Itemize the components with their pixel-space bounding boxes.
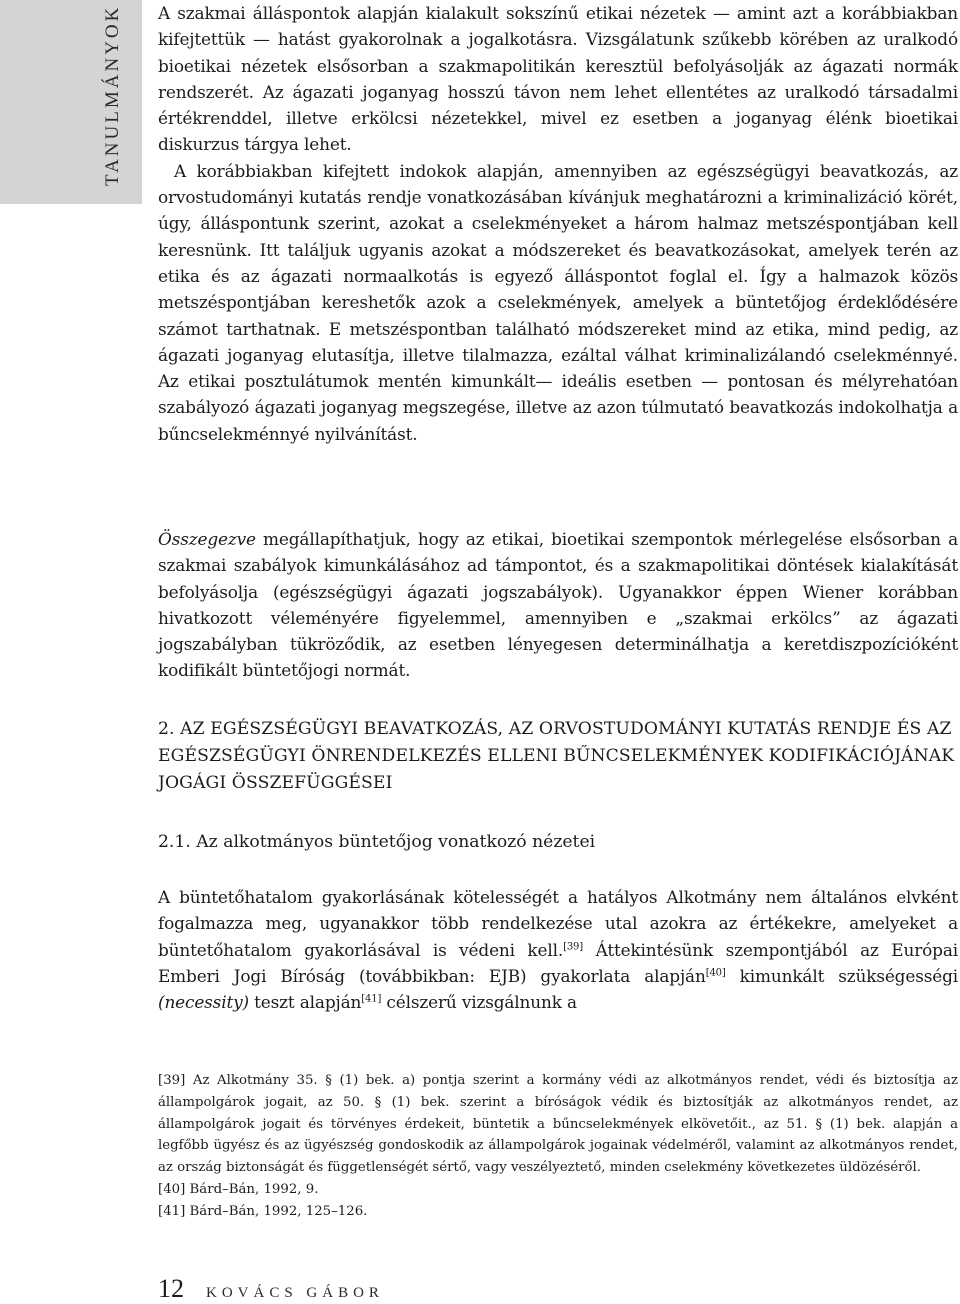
paragraph-1: A szakmai álláspontok alapján kialakult sokszínű etikai nézetek — amint azt a korábbiakban kifejtettük — hatást gyakorolnak a jogalkotásra. Vizsgálatunk szűkebb körében az uralkodó bioetikai nézetek elsősorban a szakmapolitikán keresztül befolyásolják az ágazati normák rendszerét. Az ágazati joganyag hosszú távon nem lehet ellentétes az uralkodó társadalmi értékrenddel, illetve erkölcsi nézetekkel, mivel ez esetben a joganyag élénk bioetikai diskurzus tárgya lehet. bbox=[158, 3, 958, 155]
footnotes bbox=[158, 1070, 958, 1223]
paragraph-3-text-4: teszt alapján bbox=[248, 992, 362, 1013]
section-tab-label: TANULMÁNYOK bbox=[102, 4, 123, 186]
page-number: 12 bbox=[158, 1274, 184, 1303]
paragraph-3-italic: (necessity) bbox=[158, 992, 249, 1013]
subsection-heading: 2.1. Az alkotmányos büntetőjog vonatkozó nézetei bbox=[158, 832, 596, 852]
summary-paragraph bbox=[158, 526, 958, 684]
footnote-39: [39] Az Alkotmány 35. § (1) bek. a) pontja szerint a kormány védi az alkotmányos rendet, védi és biztosítja az állampolgárok jogait, az 50. § (1) bek. szerint a bíróságok védik és biztosítják az alkotmányos rendet, az állampolgárok jogait és törvényes érdekeit, büntetik a bűncselekmények elkövetőit., az 51. § (1) bek. alapján a legfőbb ügyész és az ügyészség gondoskodik az állampolgárok jogainak védelméről, valamint az alkotmányos rendet, az ország biztonságát és függetlenségét sértő, vagy veszélyeztető, minden cselekmény következetes üldözéséről. bbox=[158, 1073, 958, 1176]
summary-lead: Összegezve bbox=[158, 529, 256, 549]
footnote-ref-39[interactable]: [39] bbox=[563, 940, 584, 952]
footnote-ref-41[interactable]: [41] bbox=[361, 993, 382, 1005]
author-name: KOVÁCS GÁBOR bbox=[206, 1285, 384, 1301]
paragraph-3-text-5: célszerű vizsgálnunk a bbox=[381, 992, 577, 1013]
main-text-block bbox=[158, 0, 958, 447]
footnote-40: [40] Bárd–Bán, 1992, 9. bbox=[158, 1181, 319, 1197]
footnote-41: [41] Bárd–Bán, 1992, 125–126. bbox=[158, 1203, 368, 1219]
page-footer bbox=[158, 1274, 384, 1304]
paragraph-3-text-2: Áttekintésünk szempontjából az Európai Emberi Jogi Bíróság (továbbikban: EJB) gyakorlata alapján bbox=[158, 939, 958, 986]
summary-text: megállapíthatjuk, hogy az etikai, bioetikai szempontok mérlegelése elsősorban a szakmai szabályok kimunkálásához ad támpontot, és a szakmapolitikai döntések kialakítását befolyásolja (egészségügyi ágazati jogszabályok). Ugyanakkor éppen Wiener korábban hivatkozott véleményére figyelemmel, amennyiben e „szakmai erkölcs” az ágazati jogszabályban tükröződik, az esetben lényegesen determinálhatja a keretdiszpozícióként kodifikált büntetőjogi normát. bbox=[158, 529, 958, 681]
paragraph-2: A korábbiakban kifejtett indokok alapján, amennyiben az egészségügyi beavatkozás, az orvostudományi kutatás rendje vonatkozásában kívánjuk meghatározni a kriminalizáció körét, úgy, álláspontunk szerint, azokat a cselekményeket a három halmaz metszéspontjában kell keresnünk. Itt találjuk ugyanis azokat a módszereket és beavatkozásokat, amelyek terén az etika és az ágazati normaalkotás is egyező álláspontot foglal el. Így a halmazok közös metszéspontjában kereshetők azok a cselekmények, amelyek a büntetőjog érdeklődésére számot tarthatnak. E metszéspontban található módszereket mind az etika, mind pedig, az ágazati joganyag elutasítja, illetve tilalmazza, ezáltal válhat kriminalizálandó cselekménnyé. Az etikai posztulátumok mentén kimunkált— ideális esetben — pontosan és mélyrehatóan szabályozó ágazati joganyag megszegése, illetve az azon túlmutató beavatkozás indokolhatja a bűncselekménnyé nyilvánítást. bbox=[158, 160, 958, 444]
footnote-ref-40[interactable]: [40] bbox=[705, 967, 726, 979]
paragraph-3 bbox=[158, 884, 958, 1015]
paragraph-3-block bbox=[158, 884, 958, 1015]
summary-block bbox=[158, 526, 958, 684]
paragraph-3-text-3: kimunkált szükségességi bbox=[725, 965, 958, 986]
section-heading: 2. AZ EGÉSZSÉGÜGYI BEAVATKOZÁS, AZ ORVOSTUDOMÁNYI KUTATÁS RENDJE ÉS AZ EGÉSZSÉGÜGYI ÖNRENDELKEZÉS ELLENI BŰNCSELEKMÉNYEK KODIFIKÁCIÓJÁNAK JOGÁGI ÖSSZEFÜGGÉSEI bbox=[158, 719, 955, 793]
paragraph-3-text-1: A büntetőhatalom gyakorlásának kötelességét a hatályos Alkotmány nem általános elvként fogalmazza meg, ugyanakkor több rendelkezése utal azokra az értékekre, amelyeket a büntetőhatalom gyakorlásával is védeni kell. bbox=[158, 887, 958, 960]
section-tab bbox=[0, 0, 142, 204]
